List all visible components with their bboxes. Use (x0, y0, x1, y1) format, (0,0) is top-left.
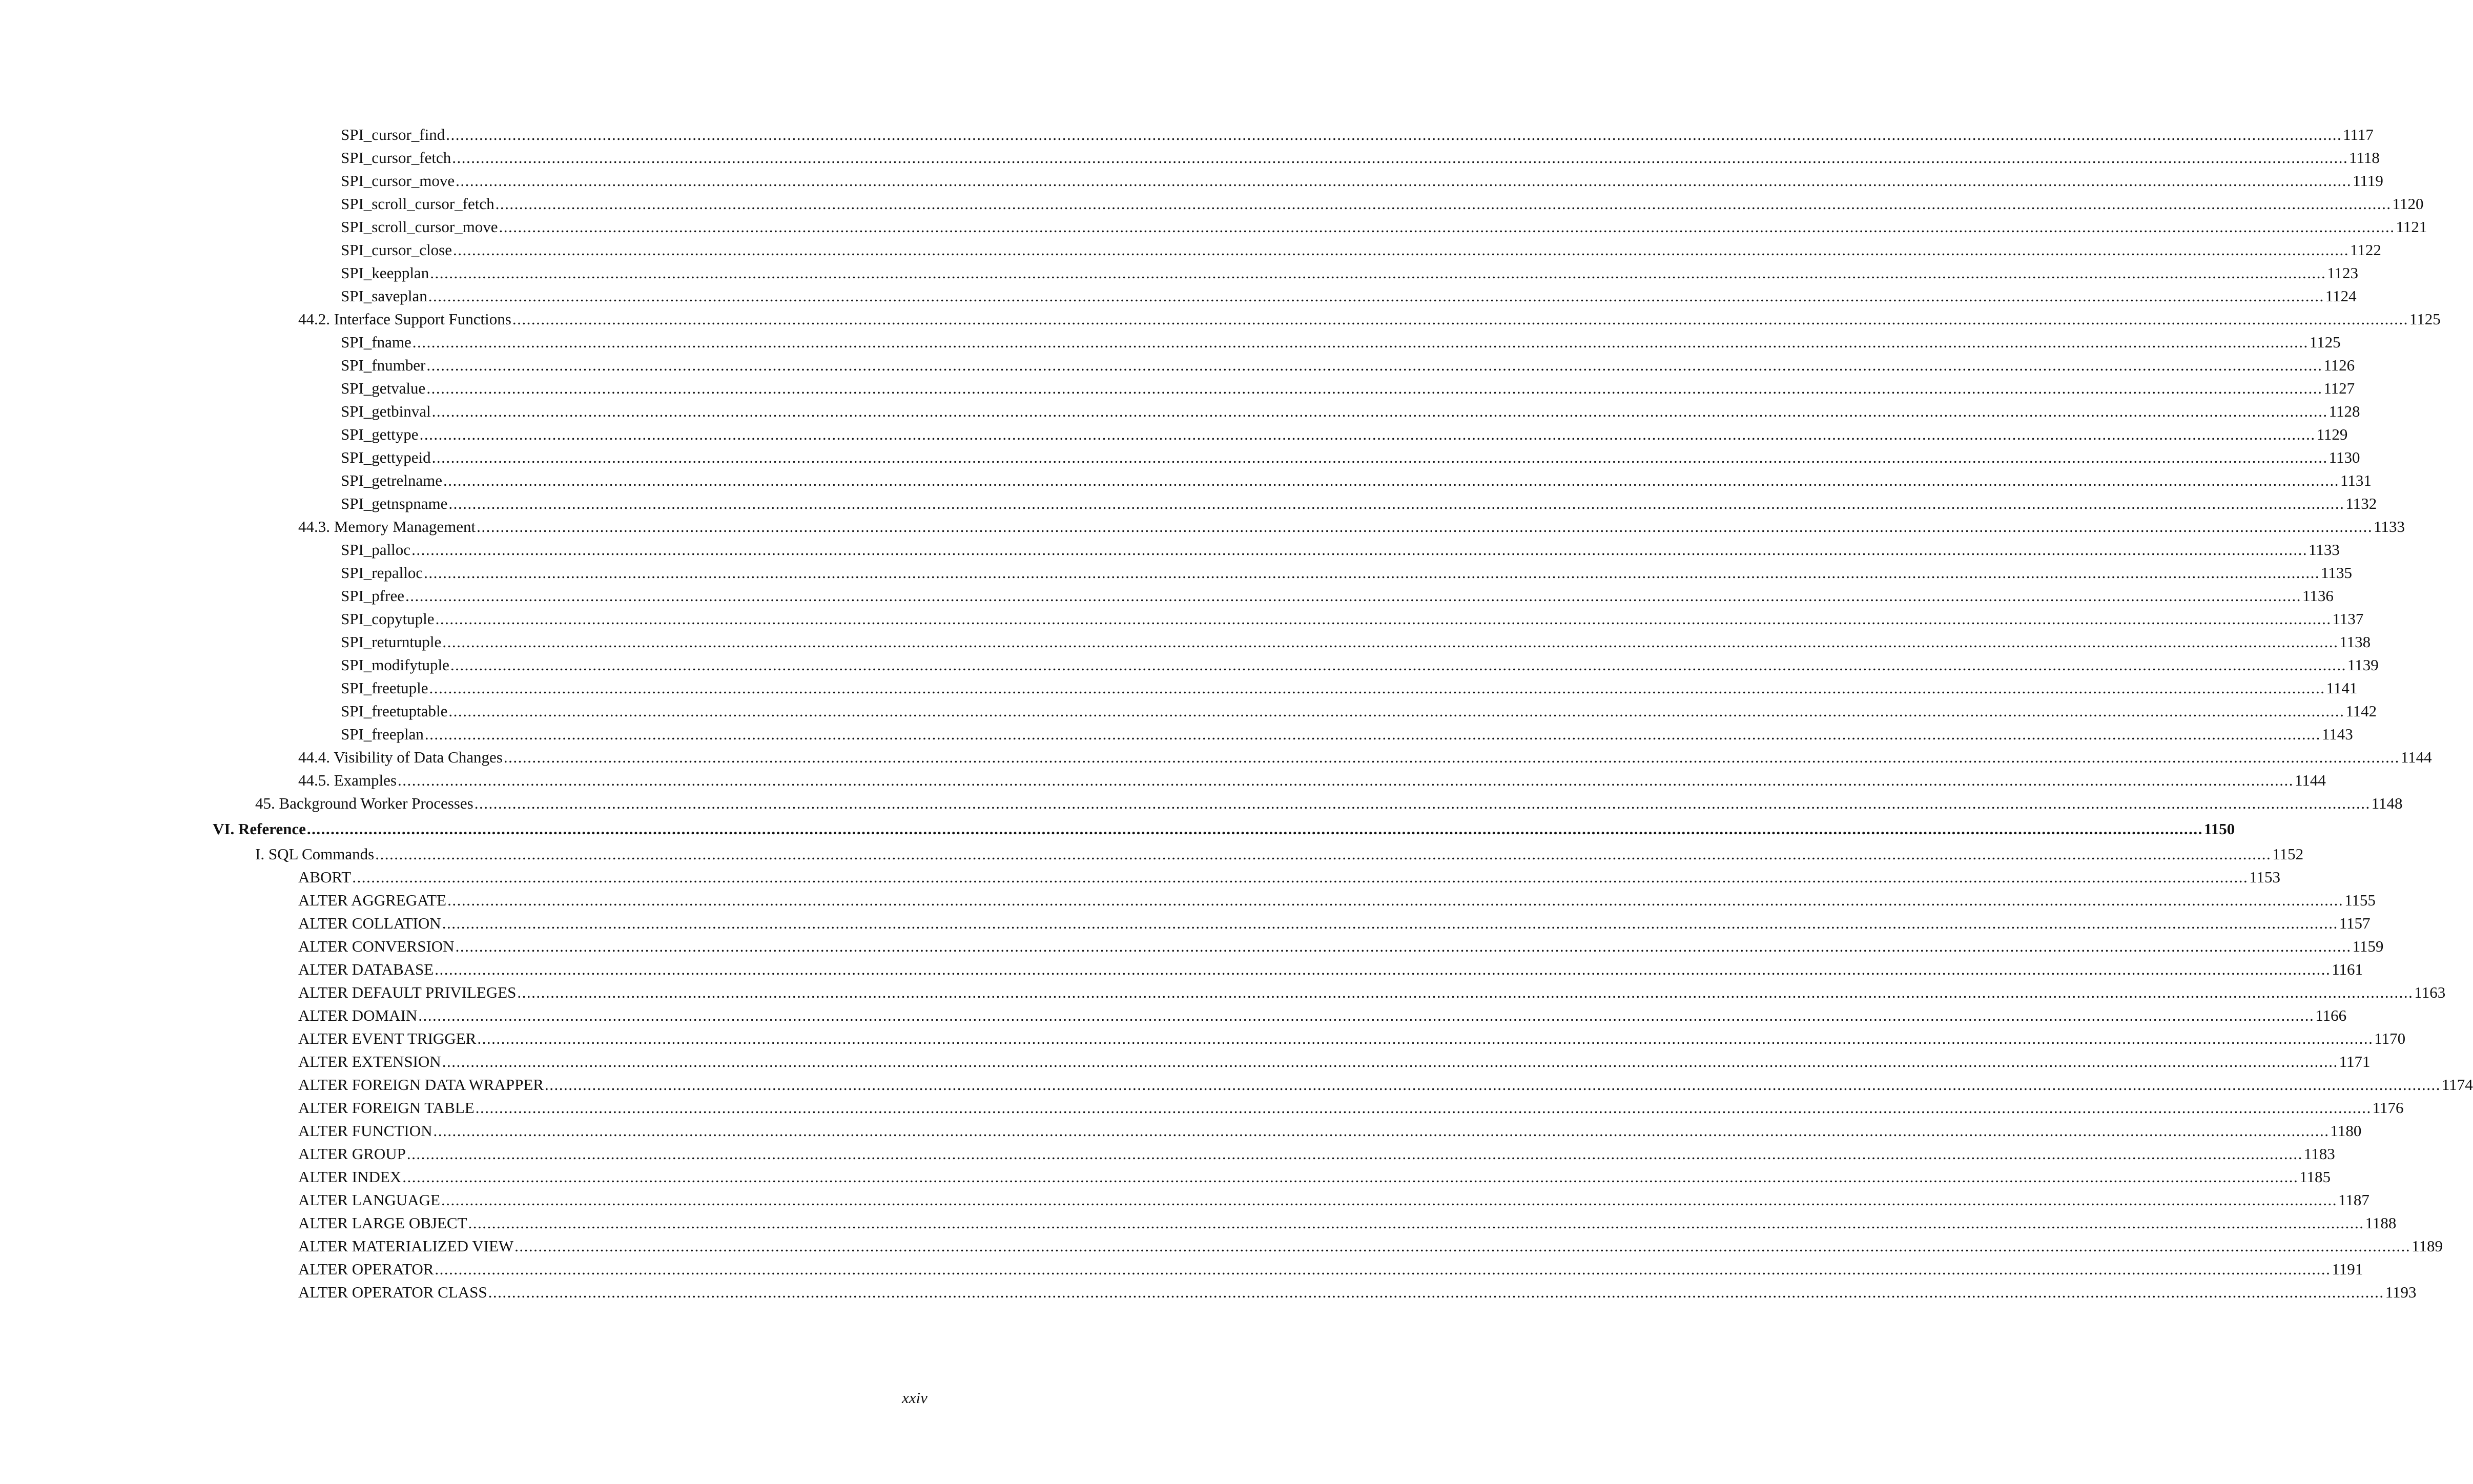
toc-entry[interactable] (255, 842, 2304, 865)
toc-entry[interactable] (298, 1004, 2347, 1027)
toc-entry-title: SPI_getnspname (341, 494, 448, 512)
toc-entry[interactable] (341, 653, 2379, 676)
toc-leader-dots: ................................................................................................................................................................................................................................................................................................................................................................................................................ (306, 820, 2203, 838)
toc-entry-page: 1183 (2303, 1145, 2335, 1163)
toc-entry[interactable] (341, 331, 2341, 354)
toc-leader-dots: ................................................................................................................................................................................................................................................................................................................................................................................................................ (468, 1214, 2364, 1232)
toc-entry-title: SPI_freetuptable (341, 702, 448, 720)
toc-leader-dots: ................................................................................................................................................................................................................................................................................................................................................................................................................ (503, 748, 2400, 766)
toc-leader-dots: ................................................................................................................................................................................................................................................................................................................................................................................................................ (402, 1168, 2299, 1186)
toc-entry[interactable] (341, 584, 2334, 607)
toc-leader-dots: ................................................................................................................................................................................................................................................................................................................................................................................................................ (544, 1076, 2441, 1094)
toc-leader-dots: ................................................................................................................................................................................................................................................................................................................................................................................................................ (424, 725, 2321, 743)
toc-entry-page: 1188 (2365, 1214, 2397, 1232)
toc-entry-title: SPI_getvalue (341, 379, 426, 397)
toc-entry-page: 1133 (2374, 518, 2405, 535)
toc-leader-dots: ................................................................................................................................................................................................................................................................................................................................................................................................................ (430, 264, 2326, 282)
toc-leader-dots: ................................................................................................................................................................................................................................................................................................................................................................................................................ (447, 891, 2344, 909)
toc-entry-page: 1129 (2316, 425, 2348, 443)
toc-entry-page: 1141 (2326, 679, 2358, 697)
toc-entry-page: 1117 (2343, 126, 2374, 143)
toc-entry-page: 1125 (2409, 310, 2441, 328)
toc-entry-page: 1189 (2412, 1237, 2443, 1255)
toc-leader-dots: ................................................................................................................................................................................................................................................................................................................................................................................................................ (426, 379, 2323, 397)
toc-entry-title: ALTER EVENT TRIGGER (298, 1029, 477, 1047)
toc-entry-title: ALTER MATERIALIZED VIEW (298, 1237, 514, 1255)
toc-entry-title: SPI_cursor_move (341, 172, 455, 190)
toc-entry[interactable] (298, 307, 2441, 331)
toc-leader-dots: ................................................................................................................................................................................................................................................................................................................................................................................................................ (475, 1099, 2372, 1117)
toc-entry-title: ALTER AGGREGATE (298, 891, 447, 909)
toc-entry-page: 1148 (2371, 794, 2403, 812)
toc-entry[interactable] (298, 981, 2446, 1004)
toc-entry[interactable] (298, 1027, 2406, 1050)
toc-entry-title: 44.5. Examples (298, 771, 397, 789)
toc-entry-page: 1125 (2309, 333, 2341, 351)
toc-entry-page: 1152 (2272, 845, 2304, 863)
toc-part-entry[interactable] (213, 817, 2235, 841)
toc-entry-title: SPI_modifytuple (341, 656, 449, 674)
toc-leader-dots: ................................................................................................................................................................................................................................................................................................................................................................................................................ (419, 425, 2316, 443)
toc-entry-title: ALTER OPERATOR (298, 1260, 434, 1278)
toc-entry-title: SPI_gettype (341, 425, 419, 443)
toc-entry[interactable] (341, 146, 2380, 169)
toc-leader-dots: ................................................................................................................................................................................................................................................................................................................................................................................................................ (433, 1122, 2330, 1140)
toc-entry-page: 1130 (2328, 448, 2360, 466)
page-number: xxiv (902, 1389, 928, 1407)
toc-entry-page: 1144 (2295, 771, 2326, 789)
toc-entry[interactable] (341, 723, 2353, 746)
toc-entry-page: 1180 (2330, 1122, 2362, 1140)
toc-entry-page: 1153 (2249, 868, 2281, 886)
toc-entry-page: 1157 (2339, 914, 2371, 932)
toc-entry[interactable] (298, 1142, 2335, 1165)
toc-entry-page: 1161 (2332, 960, 2363, 978)
toc-entry-page: 1126 (2323, 356, 2355, 374)
toc-entry-title: ALTER CONVERSION (298, 937, 455, 955)
toc-entry[interactable] (341, 354, 2355, 377)
toc-entry-page: 1133 (2309, 541, 2340, 559)
toc-entry-title: SPI_fnumber (341, 356, 426, 374)
toc-entry-page: 1163 (2414, 983, 2446, 1001)
toc-leader-dots: ................................................................................................................................................................................................................................................................................................................................................................................................................ (442, 914, 2338, 932)
toc-entry-title: SPI_keepplan (341, 264, 429, 282)
toc-entry[interactable] (341, 446, 2360, 469)
toc-leader-dots: ................................................................................................................................................................................................................................................................................................................................................................................................................ (442, 633, 2339, 651)
toc-entry[interactable] (341, 261, 2359, 284)
toc-leader-dots: ................................................................................................................................................................................................................................................................................................................................................................................................................ (448, 494, 2345, 512)
toc-entry[interactable] (298, 1119, 2362, 1142)
toc-entry-page: 1118 (2349, 149, 2380, 167)
toc-entry[interactable] (341, 377, 2355, 400)
toc-entry-title: SPI_gettypeid (341, 448, 431, 466)
toc-entry-page: 1166 (2315, 1006, 2347, 1024)
toc-entry-page: 1122 (2350, 241, 2381, 259)
toc-entry[interactable] (341, 192, 2424, 215)
toc-entry[interactable] (341, 469, 2372, 492)
toc-entry[interactable] (341, 492, 2377, 515)
toc-entry[interactable] (298, 1234, 2443, 1258)
toc-leader-dots: ................................................................................................................................................................................................................................................................................................................................................................................................................ (495, 195, 2392, 213)
toc-entry[interactable] (341, 400, 2360, 423)
toc-entry-page: 1143 (2321, 725, 2353, 743)
toc-entry-page: 1144 (2400, 748, 2432, 766)
toc-leader-dots: ................................................................................................................................................................................................................................................................................................................................................................................................................ (405, 587, 2301, 605)
toc-entry[interactable] (298, 865, 2281, 889)
toc-entry-title: ABORT (298, 868, 352, 886)
toc-entry-page: 1124 (2325, 287, 2357, 305)
toc-entry[interactable] (298, 1281, 2417, 1304)
toc-entry[interactable] (298, 746, 2432, 769)
toc-entry[interactable] (298, 1188, 2369, 1211)
toc-entry-title: 44.4. Visibility of Data Changes (298, 748, 503, 766)
toc-leader-dots: ................................................................................................................................................................................................................................................................................................................................................................................................................ (450, 656, 2346, 674)
toc-entry[interactable] (341, 169, 2383, 192)
toc-leader-dots: ................................................................................................................................................................................................................................................................................................................................................................................................................ (352, 868, 2249, 886)
toc-entry[interactable] (341, 561, 2352, 584)
toc-leader-dots: ................................................................................................................................................................................................................................................................................................................................................................................................................ (431, 402, 2328, 420)
toc-entry-page: 1120 (2392, 195, 2424, 213)
toc-entry-title: SPI_pfree (341, 587, 404, 605)
toc-entry[interactable] (341, 607, 2364, 630)
toc-entry[interactable] (341, 699, 2377, 723)
toc-leader-dots: ................................................................................................................................................................................................................................................................................................................................................................................................................ (406, 1145, 2303, 1163)
toc-entry[interactable] (298, 1258, 2363, 1281)
toc-leader-dots: ................................................................................................................................................................................................................................................................................................................................................................................................................ (375, 845, 2272, 863)
toc-entry-title: SPI_repalloc (341, 564, 423, 582)
toc-entry-page: 1150 (2203, 820, 2235, 838)
toc-leader-dots: ................................................................................................................................................................................................................................................................................................................................................................................................................ (455, 937, 2352, 955)
toc-entry[interactable] (298, 935, 2384, 958)
toc-entry-page: 1135 (2321, 564, 2352, 582)
toc-entry-title: SPI_scroll_cursor_move (341, 218, 498, 236)
toc-leader-dots: ................................................................................................................................................................................................................................................................................................................................................................................................................ (474, 794, 2371, 812)
toc-leader-dots: ................................................................................................................................................................................................................................................................................................................................................................................................................ (514, 1237, 2411, 1255)
toc-entry[interactable] (341, 538, 2340, 561)
toc-leader-dots: ................................................................................................................................................................................................................................................................................................................................................................................................................ (429, 679, 2325, 697)
toc-entry-page: 1170 (2374, 1029, 2406, 1047)
toc-entry[interactable] (298, 1073, 2473, 1096)
toc-leader-dots: ................................................................................................................................................................................................................................................................................................................................................................................................................ (411, 541, 2308, 559)
toc-entry-page: 1119 (2353, 172, 2383, 190)
toc-leader-dots: ................................................................................................................................................................................................................................................................................................................................................................................................................ (512, 310, 2408, 328)
toc-entry-title: SPI_palloc (341, 541, 411, 559)
toc-entry-title: SPI_cursor_close (341, 241, 452, 259)
toc-entry-page: 1171 (2339, 1053, 2371, 1070)
toc-entry-title: ALTER DEFAULT PRIVILEGES (298, 983, 517, 1001)
toc-entry-title: ALTER INDEX (298, 1168, 402, 1186)
toc-entry-page: 1138 (2339, 633, 2371, 651)
toc-entry[interactable] (341, 123, 2374, 146)
toc-leader-dots: ................................................................................................................................................................................................................................................................................................................................................................................................................ (488, 1283, 2384, 1301)
toc-entry[interactable] (298, 1165, 2331, 1188)
toc-entry-title: I. SQL Commands (255, 845, 375, 863)
toc-entry[interactable] (341, 238, 2381, 261)
toc-entry-title: 44.3. Memory Management (298, 518, 476, 535)
toc-entry-page: 1142 (2345, 702, 2377, 720)
toc-leader-dots: ................................................................................................................................................................................................................................................................................................................................................................................................................ (477, 518, 2373, 535)
toc-entry-title: 45. Background Worker Processes (255, 794, 473, 812)
toc-entry-title: ALTER LANGUAGE (298, 1191, 440, 1209)
toc-entry[interactable] (298, 889, 2376, 912)
toc-leader-dots: ................................................................................................................................................................................................................................................................................................................................................................................................................ (435, 960, 2331, 978)
toc-entry-page: 1137 (2332, 610, 2364, 628)
toc-entry[interactable] (298, 515, 2405, 538)
toc-entry-title: SPI_cursor_find (341, 126, 445, 143)
toc-entry-title: ALTER FOREIGN TABLE (298, 1099, 475, 1117)
toc-leader-dots: ................................................................................................................................................................................................................................................................................................................................................................................................................ (412, 333, 2309, 351)
table-of-contents (0, 123, 2473, 1304)
toc-entry-title: ALTER FOREIGN DATA WRAPPER (298, 1076, 544, 1094)
toc-entry-title: VI. Reference (213, 820, 306, 838)
toc-entry-page: 1132 (2345, 494, 2377, 512)
toc-entry-page: 1159 (2352, 937, 2384, 955)
toc-entry-title: SPI_copytuple (341, 610, 435, 628)
toc-leader-dots: ................................................................................................................................................................................................................................................................................................................................................................................................................ (431, 448, 2328, 466)
toc-entry-title: SPI_scroll_cursor_fetch (341, 195, 494, 213)
toc-leader-dots: ................................................................................................................................................................................................................................................................................................................................................................................................................ (452, 241, 2349, 259)
toc-leader-dots: ................................................................................................................................................................................................................................................................................................................................................................................................................ (442, 1053, 2338, 1070)
toc-entry-page: 1187 (2338, 1191, 2369, 1209)
toc-leader-dots: ................................................................................................................................................................................................................................................................................................................................................................................................................ (441, 1191, 2337, 1209)
toc-entry-title: ALTER DATABASE (298, 960, 434, 978)
toc-entry-title: ALTER EXTENSION (298, 1053, 441, 1070)
toc-leader-dots: ................................................................................................................................................................................................................................................................................................................................................................................................................ (428, 287, 2324, 305)
toc-leader-dots: ................................................................................................................................................................................................................................................................................................................................................................................................................ (424, 564, 2320, 582)
toc-entry-title: ALTER LARGE OBJECT (298, 1214, 467, 1232)
toc-entry-title: ALTER FUNCTION (298, 1122, 432, 1140)
toc-entry-title: SPI_freetuple (341, 679, 428, 697)
toc-leader-dots: ................................................................................................................................................................................................................................................................................................................................................................................................................ (418, 1006, 2315, 1024)
toc-leader-dots: ................................................................................................................................................................................................................................................................................................................................................................................................................ (398, 771, 2294, 789)
toc-entry-page: 1176 (2372, 1099, 2404, 1117)
toc-leader-dots: ................................................................................................................................................................................................................................................................................................................................................................................................................ (443, 471, 2340, 489)
toc-entry-page: 1185 (2299, 1168, 2331, 1186)
toc-entry-title: 44.2. Interface Support Functions (298, 310, 511, 328)
toc-entry-title: ALTER COLLATION (298, 914, 441, 932)
toc-entry[interactable] (298, 1050, 2371, 1073)
toc-entry-title: SPI_getrelname (341, 471, 443, 489)
toc-entry-page: 1174 (2441, 1076, 2473, 1094)
toc-entry-page: 1139 (2347, 656, 2379, 674)
toc-leader-dots: ................................................................................................................................................................................................................................................................................................................................................................................................................ (499, 218, 2395, 236)
toc-entry[interactable] (298, 1211, 2397, 1234)
toc-entry-title: ALTER OPERATOR CLASS (298, 1283, 487, 1301)
toc-entry-page: 1193 (2385, 1283, 2417, 1301)
toc-leader-dots: ................................................................................................................................................................................................................................................................................................................................................................................................................ (517, 983, 2414, 1001)
toc-entry[interactable] (341, 284, 2357, 307)
toc-leader-dots: ................................................................................................................................................................................................................................................................................................................................................................................................................ (446, 126, 2342, 143)
toc-leader-dots: ................................................................................................................................................................................................................................................................................................................................................................................................................ (456, 172, 2352, 190)
toc-leader-dots: ................................................................................................................................................................................................................................................................................................................................................................................................................ (426, 356, 2323, 374)
toc-leader-dots: ................................................................................................................................................................................................................................................................................................................................................................................................................ (448, 702, 2345, 720)
toc-entry-page: 1191 (2332, 1260, 2363, 1278)
toc-entry-title: ALTER DOMAIN (298, 1006, 418, 1024)
toc-entry-page: 1123 (2327, 264, 2359, 282)
toc-entry[interactable] (341, 423, 2348, 446)
toc-leader-dots: ................................................................................................................................................................................................................................................................................................................................................................................................................ (435, 1260, 2331, 1278)
toc-entry-page: 1127 (2323, 379, 2355, 397)
toc-entry[interactable] (255, 792, 2403, 815)
toc-entry-title: SPI_saveplan (341, 287, 427, 305)
toc-entry-title: SPI_fname (341, 333, 411, 351)
toc-leader-dots: ................................................................................................................................................................................................................................................................................................................................................................................................................ (477, 1029, 2374, 1047)
toc-entry-page: 1155 (2344, 891, 2376, 909)
toc-entry-title: SPI_getbinval (341, 402, 431, 420)
toc-entry[interactable] (298, 912, 2371, 935)
toc-entry[interactable] (298, 1096, 2404, 1119)
toc-entry[interactable] (341, 630, 2371, 653)
toc-entry[interactable] (341, 676, 2358, 699)
toc-leader-dots: ................................................................................................................................................................................................................................................................................................................................................................................................................ (452, 149, 2348, 167)
toc-entry-page: 1136 (2302, 587, 2334, 605)
toc-entry[interactable] (341, 215, 2427, 238)
toc-entry-title: ALTER GROUP (298, 1145, 406, 1163)
toc-leader-dots: ................................................................................................................................................................................................................................................................................................................................................................................................................ (435, 610, 2332, 628)
toc-entry[interactable] (298, 958, 2363, 981)
toc-entry-page: 1121 (2396, 218, 2427, 236)
toc-entry[interactable] (298, 769, 2326, 792)
toc-entry-page: 1128 (2328, 402, 2360, 420)
toc-entry-title: SPI_cursor_fetch (341, 149, 451, 167)
toc-entry-page: 1131 (2340, 471, 2372, 489)
toc-entry-title: SPI_returntuple (341, 633, 442, 651)
toc-entry-title: SPI_freeplan (341, 725, 424, 743)
